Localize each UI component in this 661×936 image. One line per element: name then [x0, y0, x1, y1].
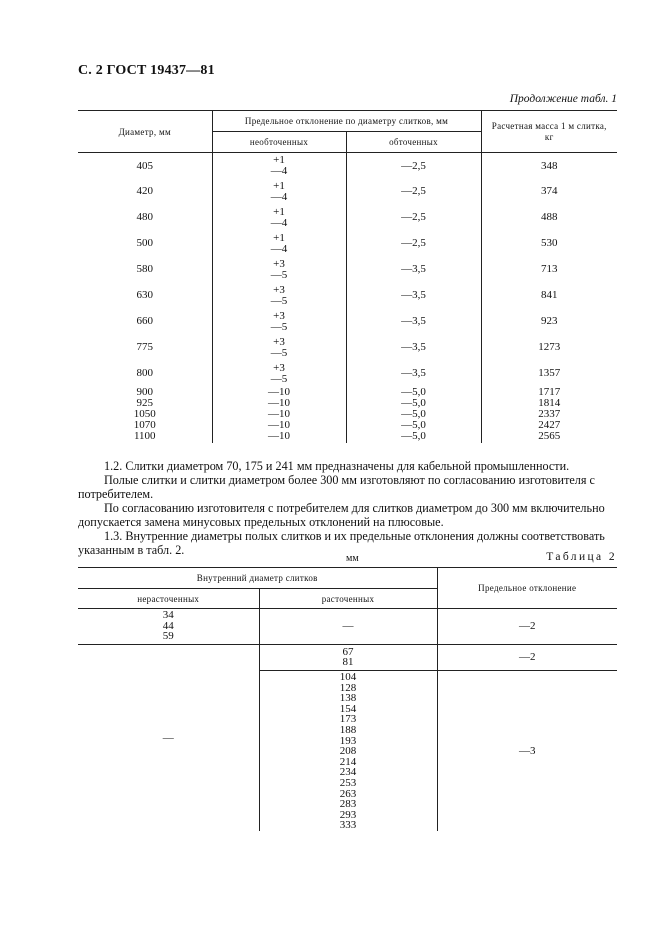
- cell-turned: —5,0: [346, 398, 481, 409]
- cell-mass: 1273: [481, 335, 617, 361]
- cell-unturned: [212, 205, 346, 231]
- cell-turned: —2,5: [346, 153, 481, 179]
- deviation-minus: —5: [270, 294, 288, 307]
- deviation-minus: —4: [270, 242, 288, 255]
- paragraph-hollow: Полые слитки и слитки диаметром более 300 мм изготовляют по согласованию изготовителя с потребителем.: [78, 473, 595, 501]
- cell-unturned: [212, 309, 346, 335]
- deviation-plus: +3: [273, 258, 285, 270]
- cell-turned: —3,5: [346, 257, 481, 283]
- cell-mass: 1717: [481, 387, 617, 398]
- table-row: [78, 431, 617, 444]
- cell-diameter: 420: [136, 185, 153, 198]
- cell-diameter: 630: [136, 289, 153, 302]
- table-row: [78, 387, 617, 398]
- table-row: [78, 409, 617, 420]
- value-bored: 214: [339, 755, 357, 768]
- group2-deviation: —2: [437, 644, 617, 670]
- paragraph-agreement: По согласованию изготовителя с потребителем для слитков диаметром до 300 мм включительно допускается замена минусовых предельных отклонений на плюсовые.: [78, 501, 605, 529]
- cell-unturned: [212, 361, 346, 387]
- table-row: [78, 398, 617, 409]
- table-row: [78, 257, 617, 283]
- cell-diameter: 775: [136, 341, 153, 354]
- cell-mass: 713: [481, 257, 617, 283]
- cell-diameter: 480: [136, 211, 153, 224]
- table2-title: Таблица 2: [546, 551, 617, 563]
- value-bored: 193: [339, 734, 357, 747]
- cell-diameter: 1100: [133, 429, 156, 442]
- cell-unturned: [212, 153, 346, 179]
- cell-mass: 348: [481, 153, 617, 179]
- value-bored: 253: [339, 776, 357, 789]
- header-turned: обточенных: [346, 132, 481, 153]
- cell-diameter: 925: [136, 396, 153, 409]
- cell-diameter: 1070: [133, 418, 156, 431]
- cell-diameter: 800: [136, 367, 153, 380]
- deviation-plus: +1: [273, 232, 285, 244]
- cell-turned: —3,5: [346, 283, 481, 309]
- table-row: [78, 283, 617, 309]
- cell-turned: —2,5: [346, 205, 481, 231]
- value-bored: 333: [339, 819, 357, 832]
- value-unbored: 44: [162, 619, 174, 632]
- cell-turned: —5,0: [346, 420, 481, 431]
- value-bored: 263: [339, 787, 357, 800]
- table-1: [78, 110, 617, 443]
- cell-turned: —5,0: [346, 431, 481, 444]
- cell-diameter: 580: [136, 263, 153, 276]
- cell-turned: —3,5: [346, 309, 481, 335]
- cell-unturned: —10: [212, 431, 346, 444]
- header-bored: расточенных: [259, 589, 437, 609]
- table-row: [78, 309, 617, 335]
- value-unbored: 34: [162, 609, 174, 621]
- header-diameter: Диаметр, мм: [78, 111, 212, 153]
- table-2: [78, 567, 617, 831]
- table1-caption: Продолжение табл. 1: [509, 93, 617, 105]
- group1-bored: —: [259, 609, 437, 645]
- deviation-plus: +3: [273, 336, 285, 348]
- cell-unturned: —10: [212, 387, 346, 398]
- cell-unturned: [212, 179, 346, 205]
- paragraph-1-2: 1.2. Слитки диаметром 70, 175 и 241 мм предназначены для кабельной промышленности.: [104, 459, 570, 473]
- cell-diameter: 1050: [133, 407, 156, 420]
- cell-diameter: 405: [136, 159, 153, 172]
- value-unbored: 59: [162, 630, 174, 643]
- table-row: [78, 420, 617, 431]
- header-inner-diameter: Внутренний диаметр слитков: [78, 568, 437, 589]
- cell-turned: —3,5: [346, 361, 481, 387]
- deviation-minus: —5: [270, 268, 288, 281]
- table-row: [78, 231, 617, 257]
- header-deviation: Предельное отклонение по диаметру слитков, мм: [212, 111, 481, 132]
- cell-mass: 1357: [481, 361, 617, 387]
- cell-diameter: 500: [136, 237, 153, 250]
- group3-bored: [259, 670, 437, 830]
- cell-mass: 488: [481, 205, 617, 231]
- deviation-minus: —4: [270, 190, 288, 203]
- value-bored: 188: [339, 723, 357, 736]
- page-header: С. 2 ГОСТ 19437—81: [78, 63, 215, 78]
- deviation-minus: —4: [270, 164, 288, 177]
- cell-turned: —2,5: [346, 231, 481, 257]
- cell-turned: —3,5: [346, 335, 481, 361]
- table-row: [78, 179, 617, 205]
- cell-mass: 1814: [481, 398, 617, 409]
- value-bored: 293: [339, 808, 357, 821]
- table-row: [78, 153, 617, 179]
- cell-mass: 2565: [481, 431, 617, 444]
- group3-deviation: —3: [437, 670, 617, 830]
- cell-unturned: [212, 283, 346, 309]
- value-bored: 138: [339, 692, 357, 705]
- value-bored: 173: [339, 713, 357, 726]
- cell-unturned: [212, 257, 346, 283]
- cell-diameter: 660: [136, 315, 153, 328]
- paragraph-1-3: 1.3. Внутренние диаметры полых слитков и их предельные отклонения должны соответствовать указанным в табл. 2.: [78, 529, 605, 557]
- cell-turned: —2,5: [346, 179, 481, 205]
- header-unbored: нерасточенных: [78, 589, 259, 609]
- deviation-minus: —5: [270, 320, 288, 333]
- deviation-plus: +1: [273, 154, 285, 167]
- deviation-minus: —4: [270, 216, 288, 229]
- value-bored: 128: [339, 681, 357, 694]
- value-bored: 81: [342, 656, 354, 669]
- value-bored: 104: [339, 670, 357, 683]
- cell-unturned: —10: [212, 409, 346, 420]
- table-row: [78, 361, 617, 387]
- value-bored: 208: [339, 745, 357, 758]
- value-bored: 234: [339, 766, 357, 779]
- cell-mass: 374: [481, 179, 617, 205]
- deviation-plus: +3: [273, 362, 285, 374]
- cell-turned: —5,0: [346, 409, 481, 420]
- cell-mass: 2337: [481, 409, 617, 420]
- header-deviation-2: Предельное отклонение: [437, 568, 617, 609]
- cell-unturned: [212, 231, 346, 257]
- group1-deviation: —2: [437, 609, 617, 645]
- cell-unturned: [212, 335, 346, 361]
- cell-diameter: 900: [136, 385, 153, 398]
- value-bored: 283: [339, 798, 357, 811]
- cell-mass: 530: [481, 231, 617, 257]
- deviation-minus: —5: [270, 346, 288, 359]
- group1-unbored: [78, 609, 259, 645]
- group2-bored: [259, 644, 437, 670]
- cell-mass: 2427: [481, 420, 617, 431]
- cell-unturned: —10: [212, 420, 346, 431]
- table-row: [78, 335, 617, 361]
- deviation-plus: +1: [273, 180, 285, 192]
- table2-units: мм: [346, 553, 359, 564]
- deviation-plus: +3: [273, 310, 285, 322]
- deviation-minus: —5: [270, 372, 288, 385]
- value-bored: 154: [339, 702, 357, 715]
- header-unturned: необточенных: [212, 132, 346, 153]
- deviation-plus: +1: [273, 206, 285, 218]
- cell-mass: 923: [481, 309, 617, 335]
- group3-unbored: —: [162, 731, 174, 744]
- cell-mass: 841: [481, 283, 617, 309]
- table-row: [78, 205, 617, 231]
- cell-turned: —5,0: [346, 387, 481, 398]
- header-mass: Расчетная масса 1 м слитка, кг: [481, 111, 617, 153]
- cell-unturned: —10: [212, 398, 346, 409]
- value-bored: 67: [342, 645, 354, 658]
- deviation-plus: +3: [273, 284, 285, 296]
